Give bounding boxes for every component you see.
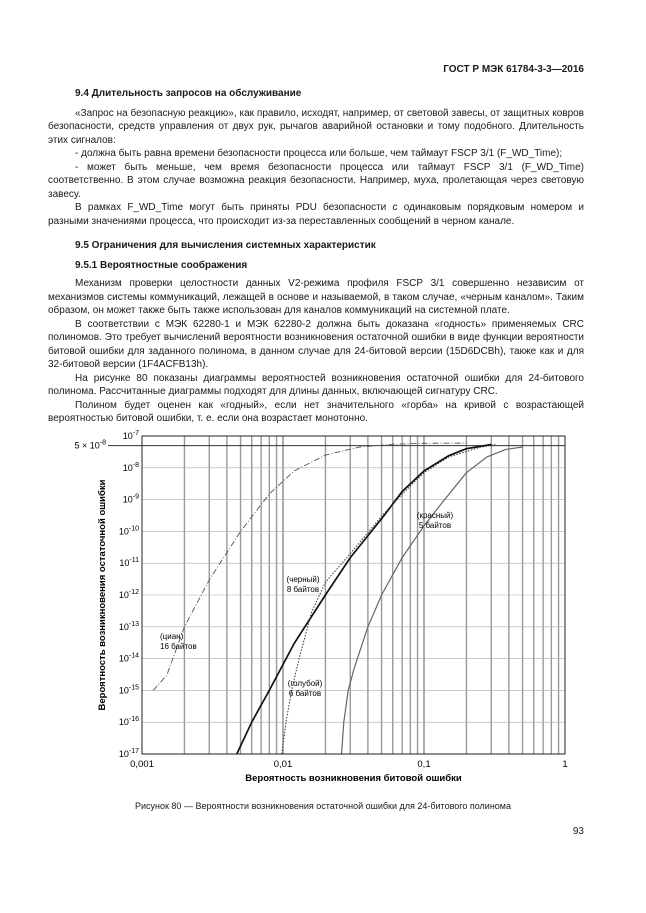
paragraph: - может быть меньше, чем время безопасности процесса или таймаут FSCP 3/1 (F_WD_Time) соответственно. В этом случае возможна реакция безопасности. Например, муха, пролетающая через световую завесу. xyxy=(48,161,584,200)
series-label: (красный) xyxy=(416,511,454,520)
section-9-5 xyxy=(48,239,584,426)
y-tick-label: $10^{-15}$ xyxy=(118,684,139,696)
y-tick-label: $10^{-7}$ xyxy=(122,430,139,441)
section-heading: 9.5 Ограничения для вычисления системных характеристик xyxy=(75,240,376,251)
series-line xyxy=(153,443,466,690)
paragraph: Механизм проверки целостности данных V2-режима профиля FSCP 3/1 совершенно независим от механизмов системы коммуникаций, лежащей в основе и называемой, в таком случае, «черным каналом». Таким образом, он может также быть также использован для каналов коммуникаций на системной плате. xyxy=(48,278,584,316)
x-tick-label: 0,001 xyxy=(130,759,154,770)
y-tick-label: $10^{-10}$ xyxy=(118,525,139,537)
reference-line-label: $5 \times 10^{-8}$ xyxy=(74,439,106,451)
y-tick-label: $10^{-13}$ xyxy=(118,620,139,632)
chart-ticks xyxy=(119,430,568,770)
subsection-heading: 9.5.1 Вероятностные соображения xyxy=(75,259,248,271)
series-label: (черный) xyxy=(286,575,320,584)
document-header: ГОСТ Р МЭК 61784-3-3—2016 xyxy=(443,64,584,75)
residual-error-chart xyxy=(50,424,586,792)
paragraph: - должна быть равна времени безопасности процесса или больше, чем таймаут FSCP 3/1 (F_WD_Time); xyxy=(75,148,563,159)
x-tick-label: 0,1 xyxy=(417,759,431,770)
figure-caption: Рисунок 80 — Вероятности возникновения остаточной ошибки для 24-битового полинома xyxy=(134,801,511,811)
series-label: 6 байтов xyxy=(288,689,322,698)
page-number: 93 xyxy=(572,826,584,837)
y-axis-label: Вероятность возникновения остаточной ошибки xyxy=(97,479,108,711)
paragraph: «Запрос на безопасную реакцию», как правило, исходят, например, от световой завесы, от защитных ковров безопасности, средств управления от двух рук, рычагов аварийной остановки и тому подобного. Длительность этих сигналов: xyxy=(48,107,584,146)
y-tick-label: $10^{-9}$ xyxy=(122,493,139,505)
series-line xyxy=(282,445,495,755)
y-tick-label: $10^{-12}$ xyxy=(118,589,139,600)
y-tick-label: $10^{-11}$ xyxy=(119,557,139,569)
y-tick-label: $10^{-16}$ xyxy=(118,716,139,728)
chart-series-labels xyxy=(160,511,454,698)
series-line xyxy=(342,447,523,754)
paragraph: В соответствии с МЭК 62280-1 и МЭК 62280-2 должна быть доказана «годность» применяемых CRC полиномов. Это требует вычислений вероятности возникновения остаточной ошибки в виде функции вероятности битовой ошибки для заданного полинома, в данном случае для 24-битовой версии (15D6DCBh), также как и для 32-битовой версии (1F4ACFB13h). xyxy=(48,318,584,370)
paragraph: В рамках F_WD_Time могут быть приняты PDU безопасности с одинаковым порядковым номером и разными значениями процесса, что происходит из-за переставленных сообщений в черном канале. xyxy=(48,202,584,227)
series-label: 16 байтов xyxy=(160,642,197,651)
series-label: 8 байтов xyxy=(286,585,320,594)
y-tick-label: $10^{-8}$ xyxy=(122,461,139,473)
chart-grid xyxy=(142,436,565,754)
series-label: (голубой) xyxy=(287,679,323,688)
series-line xyxy=(237,445,491,755)
x-axis-label: Вероятность возникновения битовой ошибки xyxy=(245,773,462,784)
x-tick-label: 0,01 xyxy=(273,759,293,770)
x-tick-label: 1 xyxy=(562,759,568,770)
series-label: 5 байтов xyxy=(418,521,452,530)
y-tick-label: $10^{-17}$ xyxy=(118,748,139,759)
section-heading: 9.4 Длительность запросов на обслуживание xyxy=(75,88,302,99)
paragraph: Полином будет оценен как «годный», если нет значительного «горба» на кривой с возрастающей вероятностью битовой ошибки, т. е. если она возрастает монотонно. xyxy=(48,399,584,424)
paragraph: На рисунке 80 показаны диаграммы вероятностей возникновения остаточной ошибки для 24-битового полинома. Рассчитанные диаграммы подходят для длины данных, включающей сигнатуру CRC. xyxy=(48,372,584,397)
y-tick-label: $10^{-14}$ xyxy=(118,652,139,664)
series-label: (циан) xyxy=(160,632,184,641)
section-9-4 xyxy=(48,87,584,228)
